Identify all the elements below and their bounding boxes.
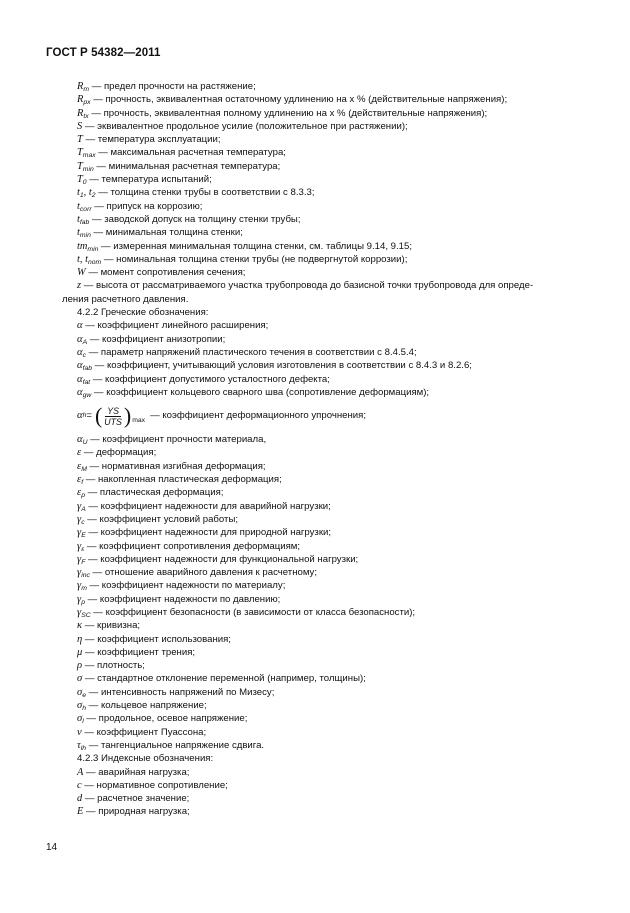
definition-text: — предел прочности на растяжение; bbox=[89, 81, 256, 92]
symbol-subscript: A bbox=[82, 338, 88, 346]
fraction-denominator: UTS bbox=[104, 416, 122, 427]
symbol-subscript: U bbox=[82, 439, 88, 447]
greek-symbols-b bbox=[77, 433, 589, 752]
definition-text: — заводской допуск на толщину стенки трубы; bbox=[89, 213, 301, 225]
definition-text: — прочность, эквивалентная полному удлинению на x % (действительные напряжения); bbox=[88, 107, 488, 119]
symbol: ε bbox=[77, 487, 82, 499]
symbol: R bbox=[77, 107, 84, 119]
symbol: d bbox=[77, 793, 83, 805]
definition-item bbox=[77, 579, 589, 592]
definition-item bbox=[77, 686, 589, 699]
definition-item bbox=[77, 346, 589, 359]
symbol: γ bbox=[77, 527, 82, 539]
definition-item bbox=[77, 739, 589, 752]
symbol-second: , t bbox=[83, 187, 92, 199]
symbol-subscript: 1 bbox=[79, 192, 84, 200]
definition-text: — коэффициент надежности для аварийной нагрузки; bbox=[85, 500, 331, 512]
symbol-subscript: c bbox=[82, 351, 86, 359]
symbol-subscript: fab bbox=[82, 365, 93, 373]
definition-item bbox=[77, 373, 589, 386]
symbol: T bbox=[77, 134, 83, 146]
definition-item bbox=[77, 107, 589, 120]
definition-item bbox=[77, 566, 589, 579]
definition-text: — кривизна; bbox=[82, 620, 141, 632]
symbol: κ bbox=[77, 620, 83, 632]
definition-text: — аварийная нагрузка; bbox=[83, 766, 190, 778]
document-header: ГОСТ Р 54382—2011 bbox=[46, 47, 161, 59]
formula-symbol: α bbox=[77, 410, 83, 422]
definition-text: — параметр напряжений пластического течения в соответствии с 8.4.5.4; bbox=[85, 346, 417, 358]
symbol: t bbox=[77, 187, 80, 199]
definition-text: — эквивалентное продольное усилие (положительное при растяжении); bbox=[82, 120, 408, 132]
symbol: α bbox=[77, 320, 83, 332]
symbol-subscript: F bbox=[81, 558, 86, 566]
symbol: ε bbox=[77, 460, 82, 472]
symbol: t bbox=[77, 200, 80, 212]
definition-text: — максимальная расчетная температура; bbox=[95, 147, 286, 159]
definition-text: — прочность, эквивалентная остаточному удлинению на x % (действительные напряжения); bbox=[90, 94, 508, 106]
definition-item bbox=[77, 805, 589, 818]
definition-item bbox=[77, 540, 589, 553]
definition-text: — интенсивность напряжений по Мизесу; bbox=[86, 686, 275, 698]
symbol-subscript: m bbox=[81, 585, 87, 593]
symbol: T bbox=[77, 160, 83, 172]
symbol-second-subscript: 2 bbox=[91, 192, 96, 200]
definition-item bbox=[77, 186, 589, 199]
symbol-subscript: A bbox=[81, 505, 86, 513]
definition-text: — коэффициент анизотропии; bbox=[87, 333, 226, 345]
symbol-subscript: lh bbox=[80, 744, 87, 752]
definition-item bbox=[77, 433, 589, 446]
definition-item bbox=[77, 160, 589, 173]
definition-item bbox=[77, 253, 589, 266]
symbol-subscript: M bbox=[81, 465, 87, 473]
definition-item bbox=[77, 93, 589, 106]
symbol-second: , t bbox=[79, 253, 88, 265]
symbol: T bbox=[77, 147, 83, 159]
fraction bbox=[102, 406, 124, 427]
definition-text: — нормативное сопротивление; bbox=[81, 779, 228, 791]
symbol: σ bbox=[77, 686, 83, 698]
symbol: γ bbox=[77, 593, 82, 605]
index-symbols bbox=[77, 766, 589, 819]
symbol-subscript: f bbox=[81, 479, 84, 487]
symbol-subscript: gw bbox=[82, 391, 92, 399]
formula-equals: = bbox=[86, 410, 92, 422]
paren-open: ( bbox=[94, 403, 103, 429]
definition-item bbox=[77, 766, 589, 779]
definition-text: — природная нагрузка; bbox=[83, 806, 190, 818]
definition-text: — коэффициент использования; bbox=[82, 633, 231, 645]
symbol: α bbox=[77, 333, 83, 345]
symbol-subscript: ε bbox=[81, 545, 85, 553]
definition-text: — температура испытаний; bbox=[86, 174, 212, 186]
symbol: α bbox=[77, 386, 83, 398]
definition-text: — коэффициент надежности по материалу; bbox=[86, 580, 286, 592]
symbol: T bbox=[77, 174, 83, 186]
definition-item bbox=[77, 553, 589, 566]
symbol-subscript: px bbox=[83, 99, 91, 107]
definition-text: — кольцевое напряжение; bbox=[86, 700, 207, 712]
definition-text: — плотность; bbox=[82, 660, 145, 672]
symbol: σ bbox=[77, 713, 83, 725]
page-number: 14 bbox=[46, 842, 58, 853]
symbol-subscript: e bbox=[82, 691, 87, 699]
definition-text: — коэффициент трения; bbox=[82, 646, 196, 658]
definition-item bbox=[77, 446, 589, 459]
definition-text: — высота от рассматриваемого участка трубопровода до базисной точки трубопровода для опреде- bbox=[81, 280, 534, 292]
definition-item bbox=[77, 526, 589, 539]
definition-item bbox=[77, 80, 589, 93]
definition-item bbox=[77, 120, 589, 133]
definition-item bbox=[77, 672, 589, 685]
definition-text: — нормативная изгибная деформация; bbox=[86, 460, 266, 472]
definition-item bbox=[77, 500, 589, 513]
symbol: t bbox=[77, 227, 80, 239]
symbol-subscript: l bbox=[82, 718, 84, 726]
definition-item bbox=[77, 240, 589, 253]
symbol-subscript: 0 bbox=[82, 179, 87, 187]
definition-text: — тангенциальное напряжение сдвига. bbox=[86, 739, 265, 751]
symbol: R bbox=[77, 94, 84, 106]
symbol-subscript: fab bbox=[79, 218, 90, 226]
symbol: α bbox=[77, 346, 83, 358]
symbol: γ bbox=[77, 500, 82, 512]
symbol: S bbox=[77, 120, 83, 132]
definition-text: — пластическая деформация; bbox=[84, 487, 224, 499]
symbol: γ bbox=[77, 606, 82, 618]
symbol: γ bbox=[77, 513, 82, 525]
symbol-subscript: c bbox=[81, 518, 85, 526]
symbols-list bbox=[62, 80, 589, 819]
definition-text: — отношение аварийного давления к расчетному; bbox=[89, 567, 317, 579]
symbol-subscript: E bbox=[81, 532, 86, 540]
symbol-subscript: corr bbox=[79, 205, 92, 213]
definition-text: — температура эксплуатации; bbox=[82, 134, 221, 146]
definition-item bbox=[77, 699, 589, 712]
symbol-subscript: p bbox=[81, 492, 85, 500]
definition-text: — коэффициент допустимого усталостного дефекта; bbox=[90, 373, 330, 385]
definition-item bbox=[77, 513, 589, 526]
definition-text: — коэффициент, учитывающий условия изготовления в соответствии с 8.4.3 и 8.2.6; bbox=[92, 360, 472, 372]
definition-text: — номинальная толщина стенки трубы (не подвергнутой коррозии); bbox=[101, 253, 408, 265]
definition-item bbox=[77, 619, 589, 632]
section-heading-greek: 4.2.2 Греческие обозначения: bbox=[77, 307, 209, 319]
definition-item bbox=[77, 646, 589, 659]
definition-text: — коэффициент линейного расширения; bbox=[82, 320, 269, 332]
section-heading-index: 4.2.3 Индексные обозначения: bbox=[77, 753, 214, 765]
definition-text: — коэффициент кольцевого сварного шва (сопротивление деформациям); bbox=[91, 386, 430, 398]
symbol-subscript: min bbox=[87, 245, 99, 253]
definition-text: — измеренная минимальная толщина стенки, см. таблицы 9.14, 9.15; bbox=[98, 240, 412, 252]
definition-item bbox=[77, 319, 589, 332]
definition-text: — расчетное значение; bbox=[82, 793, 190, 805]
paren-close: ) bbox=[123, 403, 132, 429]
symbol: ν bbox=[77, 726, 82, 738]
symbol-subscript: max bbox=[82, 152, 96, 160]
symbol: η bbox=[77, 633, 83, 645]
definition-text: — момент сопротивления сечения; bbox=[85, 267, 246, 279]
definition-item bbox=[77, 173, 589, 186]
hardening-formula: α h = ( $\frac{YS}{\text{UTS}}$ ) max — коэффициент деформационного упрочнения; bbox=[77, 403, 366, 429]
definition-item bbox=[77, 659, 589, 672]
symbol-subscript: min bbox=[82, 165, 94, 173]
definition-text: — продольное, осевое напряжение; bbox=[83, 713, 248, 725]
formula-max-sub: max bbox=[132, 416, 146, 424]
symbol: σ bbox=[77, 673, 83, 685]
symbol: R bbox=[77, 81, 84, 92]
symbol: ε bbox=[77, 447, 82, 459]
definition-item bbox=[77, 359, 589, 372]
definition-item bbox=[77, 226, 589, 239]
definition-item bbox=[77, 593, 589, 606]
symbol: σ bbox=[77, 700, 83, 712]
symbol: t bbox=[77, 213, 80, 225]
definition-item bbox=[77, 779, 589, 792]
symbol-subscript: m bbox=[83, 86, 90, 93]
symbol: γ bbox=[77, 540, 82, 552]
definition-text: — минимальная расчетная температура; bbox=[93, 160, 281, 172]
definition-item bbox=[77, 712, 589, 725]
definition-item bbox=[77, 726, 589, 739]
symbol-subscript: h bbox=[82, 705, 87, 713]
symbol-subscript: inc bbox=[81, 572, 90, 580]
symbol: c bbox=[77, 779, 82, 791]
definition-text: — коэффициент сопротивления деформациям; bbox=[84, 540, 301, 552]
definition-item bbox=[77, 200, 589, 213]
symbol-subscript: p bbox=[81, 598, 85, 606]
definition-text: — коэффициент надежности для функциональной нагрузки; bbox=[85, 553, 359, 565]
definition-item bbox=[77, 460, 589, 473]
definition-text: — коэффициент безопасности (в зависимости от класса безопасности); bbox=[90, 606, 416, 618]
symbol-second-subscript: nom bbox=[87, 258, 102, 266]
definition-text: — припуск на коррозию; bbox=[91, 200, 203, 212]
definition-text: — толщина стенки трубы в соответствии с 8.3.3; bbox=[95, 187, 315, 199]
definition-text: — коэффициент условий работы; bbox=[84, 513, 238, 525]
greek-symbols-a bbox=[77, 319, 589, 399]
symbol-subscript: min bbox=[79, 232, 91, 240]
latin-symbols bbox=[77, 80, 589, 279]
definition-text: — коэффициент надежности по давлению; bbox=[84, 593, 281, 605]
symbol-subscript: tx bbox=[83, 112, 89, 120]
symbol: W bbox=[77, 267, 86, 279]
z-definition bbox=[77, 279, 589, 292]
symbol: z bbox=[77, 280, 82, 292]
symbol: tm bbox=[77, 240, 88, 252]
formula-description: — коэффициент деформационного упрочнения; bbox=[150, 410, 366, 422]
symbol: γ bbox=[77, 553, 82, 565]
definition-item bbox=[77, 266, 589, 279]
definition-item bbox=[77, 486, 589, 499]
definition-item bbox=[77, 633, 589, 646]
symbol: α bbox=[77, 360, 83, 372]
definition-item bbox=[77, 386, 589, 399]
symbol: τ bbox=[77, 739, 81, 751]
definition-item bbox=[77, 606, 589, 619]
symbol: γ bbox=[77, 567, 82, 579]
symbol: μ bbox=[77, 646, 83, 658]
definition-item bbox=[77, 333, 589, 346]
symbol: α bbox=[77, 373, 83, 385]
symbol: t bbox=[77, 253, 80, 265]
definition-item bbox=[77, 146, 589, 159]
symbol-subscript: SC bbox=[81, 611, 91, 619]
symbol: E bbox=[77, 806, 84, 818]
symbol: ρ bbox=[77, 660, 83, 672]
definition-item bbox=[77, 213, 589, 226]
definition-text: — деформация; bbox=[81, 447, 157, 459]
z-definition-continuation: ления расчетного давления. bbox=[62, 293, 189, 305]
definition-text: — коэффициент прочности материала, bbox=[87, 434, 267, 446]
definition-text: — коэффициент Пуассона; bbox=[81, 726, 207, 738]
definition-item bbox=[77, 792, 589, 805]
symbol: γ bbox=[77, 580, 82, 592]
symbol-subscript: fat bbox=[82, 378, 91, 386]
definition-item bbox=[77, 133, 589, 146]
definition-text: — минимальная толщина стенки; bbox=[90, 227, 243, 239]
definition-item bbox=[77, 473, 589, 486]
fraction-numerator: YS bbox=[107, 405, 119, 416]
symbol: A bbox=[77, 766, 84, 778]
symbol: ε bbox=[77, 474, 82, 486]
symbol: α bbox=[77, 434, 83, 446]
definition-text: — накопленная пластическая деформация; bbox=[83, 474, 282, 486]
definition-text: — стандартное отклонение переменной (например, толщины); bbox=[82, 673, 366, 685]
definition-text: — коэффициент надежности для природной нагрузки; bbox=[85, 527, 332, 539]
